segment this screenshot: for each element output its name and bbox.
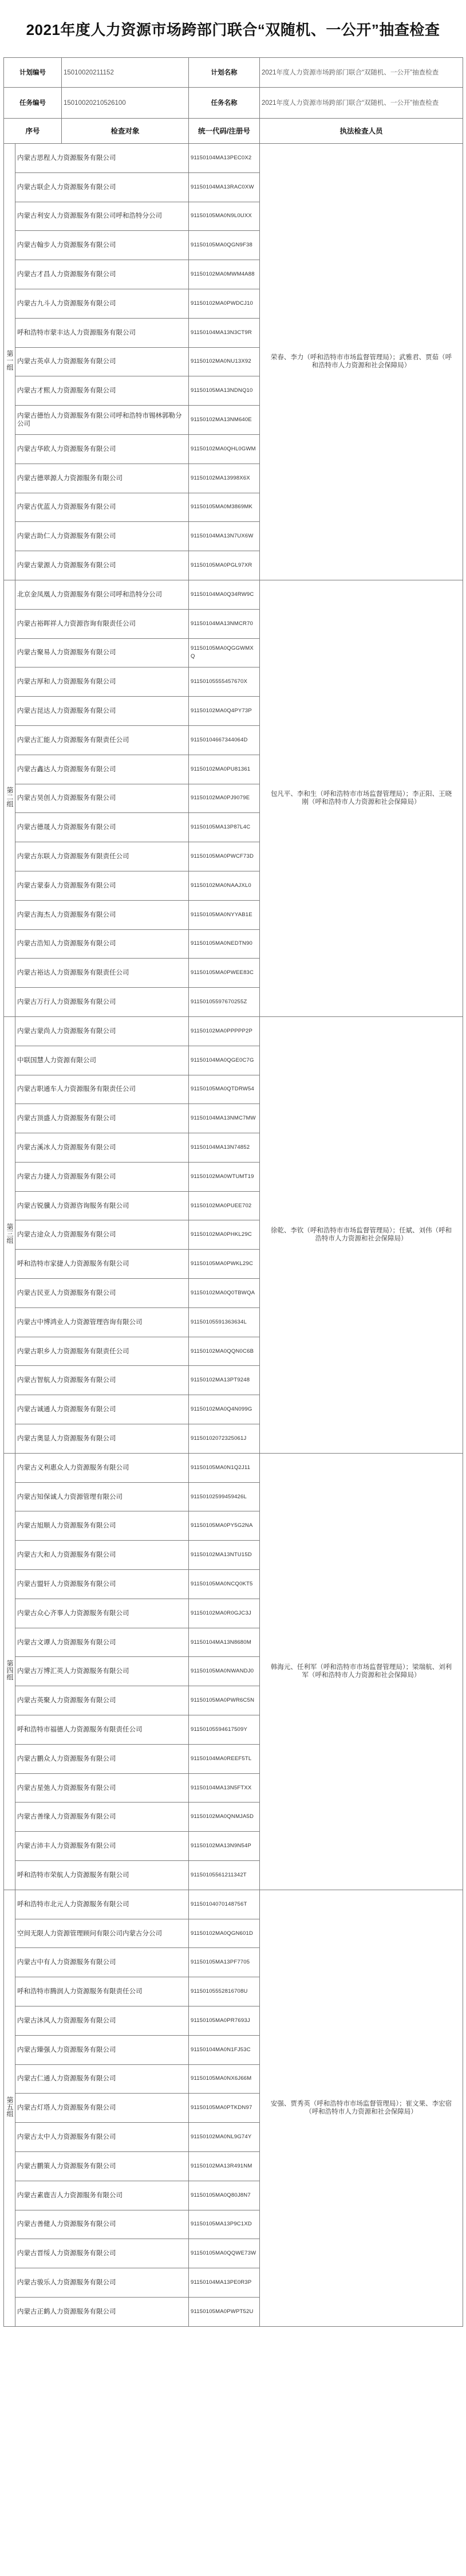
credit-code-cell: 91150105MA0PWCF73D (189, 842, 260, 871)
task-number-label: 任务编号 (4, 88, 62, 119)
target-name-cell: 内蒙古蒙尚人力资源服务有限公司 (15, 1016, 189, 1046)
credit-code-cell: 91150105MA0N9L0UXX (189, 202, 260, 231)
credit-code-cell: 91150102MA0QNMJA5D (189, 1803, 260, 1832)
header-seq: 序号 (4, 119, 62, 144)
target-name-cell: 内蒙古正鹤人力资源服务有限公司 (15, 2297, 189, 2326)
target-name-cell: 内蒙古英卓人力资源服务有限公司 (15, 347, 189, 376)
target-name-cell: 内蒙古臻强人力资源服务有限公司 (15, 2035, 189, 2064)
group-label-text: 第四组 (6, 1660, 14, 1681)
credit-code-cell: 91150105MA0QQWE73W (189, 2239, 260, 2268)
credit-code-cell: 91150105591363634L (189, 1307, 260, 1337)
target-name-cell: 内蒙古万博汇英人力资源服务有限公司 (15, 1657, 189, 1686)
target-name-cell: 内蒙古大和人力资源服务有限公司 (15, 1541, 189, 1570)
credit-code-cell: 91150102MA0NL9G74Y (189, 2123, 260, 2152)
credit-code-cell: 91150102MA0QQN0C6B (189, 1337, 260, 1366)
target-name-cell: 内蒙古星弛人力资源服务有限公司 (15, 1773, 189, 1803)
page-title: 2021年度人力资源市场跨部门联合“双随机、一公开”抽查检查 (26, 21, 440, 38)
target-name-cell: 中联国慧人力资源有限公司 (15, 1046, 189, 1075)
group-label (4, 1453, 15, 1890)
target-name-cell: 内蒙古智航人力资源服务有限公司 (15, 1366, 189, 1395)
credit-code-cell: 91150102MA0R0GJC3J (189, 1599, 260, 1628)
target-name-cell: 内蒙古善健人力资源服务有限公司 (15, 2210, 189, 2239)
target-name-cell: 内蒙古途众人力资源服务有限公司 (15, 1220, 189, 1250)
target-name-cell: 内蒙古力捷人力资源服务有限公司 (15, 1162, 189, 1191)
target-name-cell: 呼和浩特市北元人力资源服务有限公司 (15, 1890, 189, 1919)
target-name-cell: 内蒙古锐骥人力资源咨询服务有限公司 (15, 1191, 189, 1220)
credit-code-cell: 91150102MA13PT9248 (189, 1366, 260, 1395)
target-name-cell: 内蒙古盟轩人力资源服务有限公司 (15, 1570, 189, 1599)
target-name-cell: 内蒙古鑫达人力资源服务有限公司 (15, 755, 189, 784)
target-name-cell: 内蒙古奥显人力资源服务有限公司 (15, 1424, 189, 1454)
target-name-cell: 呼和浩特市福德人力资源服务有限责任公司 (15, 1715, 189, 1745)
credit-code-cell: 91150105555457670X (189, 667, 260, 697)
target-name-cell: 内蒙古灯塔人力资源服务有限公司 (15, 2094, 189, 2123)
target-name-cell: 内蒙古职乡人力资源服务有限责任公司 (15, 1337, 189, 1366)
group-label (4, 580, 15, 1016)
task-name-label: 任务名称 (189, 88, 260, 119)
group-label (4, 1016, 15, 1453)
target-name-cell: 内蒙古思程人力资源服务有限公司 (15, 144, 189, 173)
credit-code-cell: 91150102MA0Q4PY73P (189, 697, 260, 726)
credit-code-cell: 91150104MA0Q34RW9C (189, 580, 260, 609)
target-name-cell: 内蒙古助仁人力资源服务有限公司 (15, 522, 189, 551)
credit-code-cell: 91150105MA0QGGWMXQ (189, 638, 260, 667)
credit-code-cell: 91150104MA13RAC0XW (189, 172, 260, 202)
credit-code-cell: 91150102MA13NTU15D (189, 1541, 260, 1570)
credit-code-cell: 91150104667344064D (189, 725, 260, 755)
target-name-cell: 内蒙古优蓝人力资源服务有限公司 (15, 493, 189, 522)
credit-code-cell: 91150104MA13N5FTXX (189, 1773, 260, 1803)
header-inspectors: 执法检查人员 (260, 119, 463, 144)
group-inspectors: 安强、贾秀英（呼和浩特市市场监督管理局）；崔文果、李宏宿（呼和浩特市人力资源和社会保障局） (260, 1890, 463, 2326)
credit-code-cell: 91150104MA13N8680M (189, 1628, 260, 1657)
credit-code-cell: 91150104MA0REEF5TL (189, 1744, 260, 1773)
target-name-cell: 呼和浩特市蒙丰达人力资源服务有限公司 (15, 318, 189, 347)
group-label (4, 144, 15, 580)
target-name-cell: 内蒙古善缘人力资源服务有限公司 (15, 1803, 189, 1832)
target-name-cell: 内蒙古鹏众人力资源服务有限公司 (15, 1744, 189, 1773)
credit-code-cell: 91150102MA0MWM4A88 (189, 260, 260, 289)
plan-name-label: 计划名称 (189, 58, 260, 88)
target-name-cell: 内蒙古骏乐人力资源服务有限公司 (15, 2268, 189, 2298)
target-name-cell: 内蒙古义利惠众人力资源服务有限公司 (15, 1453, 189, 1482)
credit-code-cell: 91150102MA0Q0TBWQA (189, 1279, 260, 1308)
target-name-cell: 北京金凤凰人力资源服务有限公司呼和浩特分公司 (15, 580, 189, 609)
target-name-cell: 内蒙古蒙源人力资源服务有限公司 (15, 551, 189, 580)
group-inspectors: 徐乾、李钦（呼和浩特市市场监督管理局）；任斌、刘伟（呼和浩特市人力资源和社会保障局） (260, 1016, 463, 1453)
target-name-cell: 内蒙古联企人力资源服务有限公司 (15, 172, 189, 202)
credit-code-cell: 91150105MA0Q80J8N7 (189, 2181, 260, 2210)
target-name-cell: 内蒙古顶盛人力资源服务有限公司 (15, 1104, 189, 1133)
group-label-text: 第三组 (6, 1223, 14, 1244)
target-name-cell: 内蒙古文谭人力资源服务有限公司 (15, 1628, 189, 1657)
target-name-cell: 内蒙古海杰人力资源服务有限公司 (15, 900, 189, 929)
target-name-cell: 内蒙古旭顺人力资源服务有限公司 (15, 1511, 189, 1541)
target-name-cell: 内蒙古昆达人力资源服务有限公司 (15, 697, 189, 726)
credit-code-cell: 91150102MA0Q4N099G (189, 1395, 260, 1424)
credit-code-cell: 91150105594617509Y (189, 1715, 260, 1745)
target-name-cell: 内蒙古德晟人力资源服务有限公司 (15, 813, 189, 842)
target-name-cell: 内蒙古溪冰人力资源服务有限公司 (15, 1133, 189, 1163)
target-name-cell: 内蒙古太中人力资源服务有限公司 (15, 2123, 189, 2152)
target-name-cell: 内蒙古蒙泰人力资源服务有限公司 (15, 871, 189, 900)
credit-code-cell: 91150105MA13P9C1XD (189, 2210, 260, 2239)
target-name-cell: 内蒙古聚易人力资源服务有限公司 (15, 638, 189, 667)
credit-code-cell: 91150105MA0PWEE83C (189, 959, 260, 988)
credit-code-cell: 91150105MA0PWR6C5N (189, 1686, 260, 1715)
target-name-cell: 内蒙古沐风人力资源服务有限公司 (15, 2006, 189, 2036)
inspection-table (3, 57, 463, 2327)
group-inspectors: 韩海元、任利军（呼和浩特市市场监督管理局）；梁瑞航、刘利军（呼和浩特市人力资源和社会保障局） (260, 1453, 463, 1890)
credit-code-cell: 91150105MA0QGN9F38 (189, 231, 260, 260)
target-name-cell: 内蒙古素鹿吉人力资源服务有限公司 (15, 2181, 189, 2210)
credit-code-cell: 91150104MA13PEC0X2 (189, 144, 260, 173)
credit-code-cell: 91150104MA13PE0R3P (189, 2268, 260, 2298)
header-code: 统一代码/注册号 (189, 119, 260, 144)
credit-code-cell: 91150104MA0QGE0C7G (189, 1046, 260, 1075)
target-name-cell: 内蒙古才昌人力资源服务有限公司 (15, 260, 189, 289)
credit-code-cell: 91150102MA0PHKL29C (189, 1220, 260, 1250)
target-name-cell: 内蒙古沛丰人力资源服务有限公司 (15, 1832, 189, 1861)
target-name-cell: 内蒙古英聚人力资源服务有限公司 (15, 1686, 189, 1715)
table-row (4, 144, 463, 173)
credit-code-cell: 91150102599459426L (189, 1482, 260, 1511)
credit-code-cell: 91150102072325061J (189, 1424, 260, 1454)
credit-code-cell: 91150105MA13NDNQ10 (189, 376, 260, 406)
plan-row (4, 58, 463, 88)
credit-code-cell: 91150102MA13998X6X (189, 464, 260, 493)
target-name-cell: 内蒙古众心齐事人力资源服务有限公司 (15, 1599, 189, 1628)
header-target: 检查对象 (62, 119, 189, 144)
target-name-cell: 内蒙古昊创人力资源服务有限公司 (15, 784, 189, 813)
credit-code-cell: 91150105MA0N1Q2J11 (189, 1453, 260, 1482)
credit-code-cell: 91150104MA13N7UX6W (189, 522, 260, 551)
credit-code-cell: 91150105MA0NWANDJ0 (189, 1657, 260, 1686)
task-number-value: 15010020210526100 (62, 88, 189, 119)
target-name-cell: 内蒙古德翠源人力资源服务有限公司 (15, 464, 189, 493)
credit-code-cell: 91150102MA0PJ9079E (189, 784, 260, 813)
credit-code-cell: 91150102MA0NU13X92 (189, 347, 260, 376)
credit-code-cell: 91150105MA0NX6J66M (189, 2064, 260, 2094)
table-header-row (4, 119, 463, 144)
credit-code-cell: 91150104MA13NMCR70 (189, 609, 260, 638)
credit-code-cell: 91150104070148756T (189, 1890, 260, 1919)
target-name-cell: 空间无限人力资源管理顾问有限公司内蒙古分公司 (15, 1919, 189, 1948)
group-label-text: 第一组 (6, 350, 14, 371)
credit-code-cell: 91150102MA0WTUMT19 (189, 1162, 260, 1191)
credit-code-cell: 91150104MA13NMC7MW (189, 1104, 260, 1133)
credit-code-cell: 91150105MA0PGL97XR (189, 551, 260, 580)
credit-code-cell: 91150105MA0M3869MK (189, 493, 260, 522)
target-name-cell: 内蒙古利安人力资源服务有限公司呼和浩特分公司 (15, 202, 189, 231)
credit-code-cell: 91150105MA0PR7693J (189, 2006, 260, 2036)
credit-code-cell: 91150105MA13P87L4C (189, 813, 260, 842)
target-name-cell: 内蒙古厚和人力资源服务有限公司 (15, 667, 189, 697)
target-name-cell: 内蒙古裕达人力资源服务有限责任公司 (15, 959, 189, 988)
credit-code-cell: 91150104MA0N1FJ53C (189, 2035, 260, 2064)
task-name-value: 2021年度人力资源市场跨部门联合“双随机、一公开”抽查检查 (260, 88, 463, 119)
credit-code-cell: 91150105MA0NYYAB1E (189, 900, 260, 929)
credit-code-cell: 91150105597670255Z (189, 988, 260, 1017)
target-name-cell: 内蒙古知保诚人力资源管理有限公司 (15, 1482, 189, 1511)
target-name-cell: 内蒙古东联人力资源服务有限责任公司 (15, 842, 189, 871)
target-name-cell: 呼和浩特市腾润人力资源服务有限责任公司 (15, 1977, 189, 2006)
credit-code-cell: 91150105552816708U (189, 1977, 260, 2006)
task-row (4, 88, 463, 119)
target-name-cell: 内蒙古职通车人力资源服务有限责任公司 (15, 1075, 189, 1104)
target-name-cell: 呼和浩特市家捷人力资源服务有限公司 (15, 1250, 189, 1279)
target-name-cell: 内蒙古德怡人力资源服务有限公司呼和浩特市锡林郭勒分公司 (15, 406, 189, 435)
target-name-cell: 内蒙古汇能人力资源服务有限责任公司 (15, 725, 189, 755)
target-name-cell: 内蒙古仁通人力资源服务有限公司 (15, 2064, 189, 2094)
credit-code-cell: 91150105MA13PF7705 (189, 1948, 260, 1977)
credit-code-cell: 91150102MA0PUEE702 (189, 1191, 260, 1220)
target-name-cell: 内蒙古九斗人力资源服务有限公司 (15, 289, 189, 318)
target-name-cell: 内蒙古晋绥人力资源服务有限公司 (15, 2239, 189, 2268)
credit-code-cell: 91150105MA0QTDRW54 (189, 1075, 260, 1104)
target-name-cell: 内蒙古华欧人力资源服务有限公司 (15, 434, 189, 464)
target-name-cell: 内蒙古民亚人力资源服务有限公司 (15, 1279, 189, 1308)
credit-code-cell: 91150105MA0NEDTN90 (189, 929, 260, 959)
target-name-cell: 内蒙古浩知人力资源服务有限公司 (15, 929, 189, 959)
credit-code-cell: 91150102MA0NAAJXL0 (189, 871, 260, 900)
target-name-cell: 内蒙古中博鸿业人力资源管理咨询有限公司 (15, 1307, 189, 1337)
credit-code-cell: 91150105MA0PTKDN97 (189, 2094, 260, 2123)
credit-code-cell: 91150102MA13NM640E (189, 406, 260, 435)
credit-code-cell: 91150105MA0NCQ0KT5 (189, 1570, 260, 1599)
group-label (4, 1890, 15, 2326)
table-row (4, 1890, 463, 1919)
credit-code-cell: 91150102MA0PWDCJ10 (189, 289, 260, 318)
target-name-cell: 内蒙古裕晖祥人力资源咨询有限责任公司 (15, 609, 189, 638)
group-inspectors: 荣春、李力（呼和浩特市市场监督管理局）；武雅君、贾茹（呼和浩特市人力资源和社会保障局） (260, 144, 463, 580)
target-name-cell: 呼和浩特市荣航人力资源服务有限公司 (15, 1861, 189, 1890)
group-inspectors: 包凡平、李和生（呼和浩特市市场监督管理局）；李正阳、王晓刚（呼和浩特市人力资源和社会保障局） (260, 580, 463, 1016)
target-name-cell: 内蒙古万行人力资源服务有限公司 (15, 988, 189, 1017)
target-name-cell: 内蒙古才熙人力资源服务有限公司 (15, 376, 189, 406)
group-label-text: 第二组 (6, 787, 14, 808)
credit-code-cell: 91150102MA0QGN601D (189, 1919, 260, 1948)
credit-code-cell: 91150102MA0PPPPP2P (189, 1016, 260, 1046)
plan-name-value: 2021年度人力资源市场跨部门联合“双随机、一公开”抽查检查 (260, 58, 463, 88)
credit-code-cell: 91150102MA0PU81361 (189, 755, 260, 784)
target-name-cell: 内蒙古诚通人力资源服务有限公司 (15, 1395, 189, 1424)
table-row (4, 1453, 463, 1482)
target-name-cell: 内蒙古翰步人力资源服务有限公司 (15, 231, 189, 260)
table-row (4, 1016, 463, 1046)
credit-code-cell: 91150104MA13N74852 (189, 1133, 260, 1163)
credit-code-cell: 91150102MA0QHL0GWM (189, 434, 260, 464)
table-row (4, 580, 463, 609)
credit-code-cell: 91150102MA13N9N54P (189, 1832, 260, 1861)
credit-code-cell: 91150105MA0PY5G2NA (189, 1511, 260, 1541)
plan-number-value: 15010020211152 (62, 58, 189, 88)
target-name-cell: 内蒙古中有人力资源服务有限公司 (15, 1948, 189, 1977)
credit-code-cell: 91150104MA13N3CT9R (189, 318, 260, 347)
group-label-text: 第五组 (6, 2096, 14, 2118)
credit-code-cell: 91150102MA13R491NM (189, 2151, 260, 2181)
plan-number-label: 计划编号 (4, 58, 62, 88)
credit-code-cell: 91150105561211342T (189, 1861, 260, 1890)
credit-code-cell: 91150105MA0PWKL29C (189, 1250, 260, 1279)
target-name-cell: 内蒙古鹏策人力资源服务有限公司 (15, 2151, 189, 2181)
credit-code-cell: 91150105MA0PWPT52U (189, 2297, 260, 2326)
